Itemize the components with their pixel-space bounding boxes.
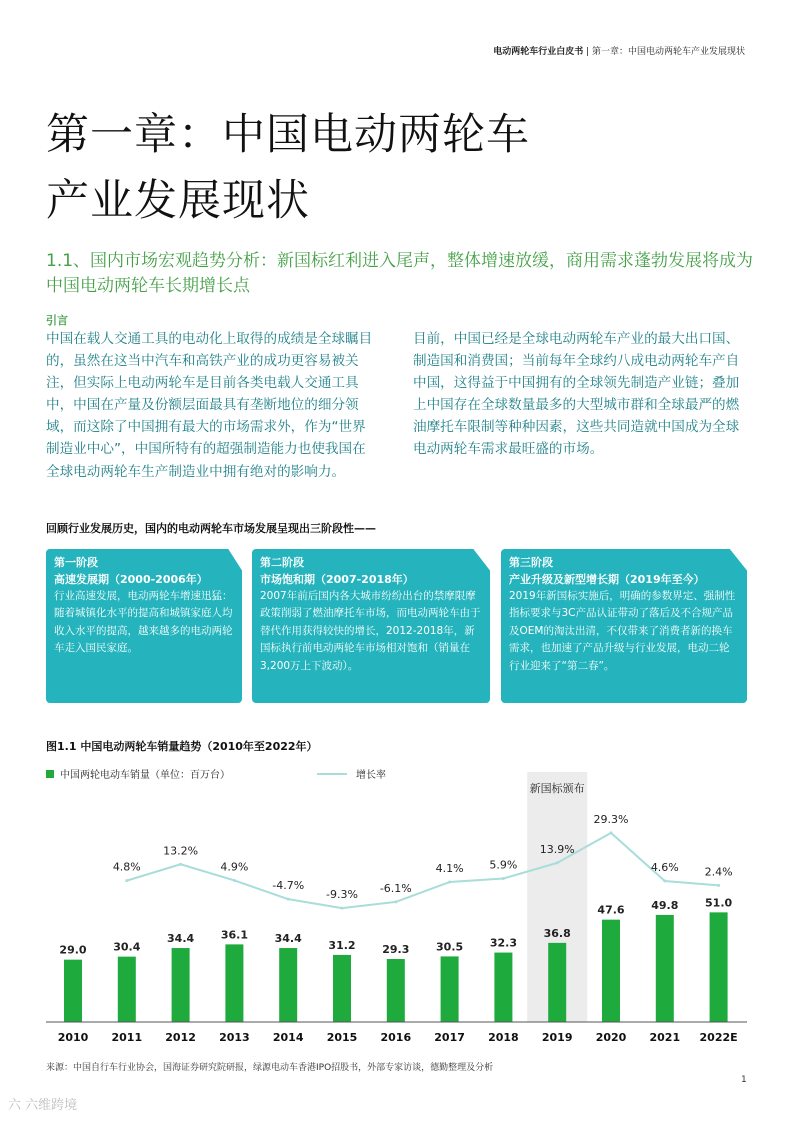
legend-line-label: 增长率 xyxy=(356,770,386,781)
stage-label: 第二阶段 xyxy=(260,556,304,569)
growth-rate-label: 13.2% xyxy=(163,844,199,858)
bar-2021 xyxy=(656,915,674,1022)
bar-value-label: 36.1 xyxy=(220,928,248,942)
bar-value-label: 32.3 xyxy=(489,936,517,950)
category-label: 2016 xyxy=(380,1031,412,1044)
growth-rate-point xyxy=(556,861,559,864)
stage-label: 第三阶段 xyxy=(509,556,553,569)
annotation-label: 新国标颁布 xyxy=(529,782,585,795)
growth-rate-label: 4.9% xyxy=(220,860,249,874)
watermark-text: 六 六维跨境 xyxy=(8,1098,78,1113)
stage-card-3 xyxy=(501,549,747,703)
growth-rate-point xyxy=(502,877,505,880)
intro-paragraph-left: 中国在载人交通工具的电动化上取得的成绩是全球瞩目的，虽然在这当中汽车和高铁产业的成功更容易被关注，但实际上电动两轮车是目前各类电载人交通工具中，中国在产量及份额层面最具有垄断地位的细分领域，而这除了中国拥有最大的市场需求外，作为“世界制造业中心”，中国所特有的超强制造能力也使我国在全球电动两轮车生产制造业中拥有绝对的影响力。 xyxy=(46,331,373,480)
category-label: 2012 xyxy=(165,1031,196,1044)
growth-rate-point xyxy=(394,900,397,903)
category-label: 2010 xyxy=(57,1031,89,1044)
stage-description: 2007年前后国内各大城市纷纷出台的禁摩限摩政策削弱了燃油摩托车市场，而电动两轮车由于替代作用获得较快的增长，2012-2018年，新国标执行前电动两轮车市场相对饱和（销量在3,200万上下波动）。 xyxy=(260,590,481,672)
category-label: 2019 xyxy=(541,1031,573,1044)
stage-period: 产业升级及新型增长期（2019年至今） xyxy=(509,573,705,586)
bar-value-label: 51.0 xyxy=(705,896,733,910)
bar-2017 xyxy=(441,956,459,1022)
stage-period: 高速发展期（2000-2006年） xyxy=(54,573,208,586)
legend-bar-label: 中国两轮电动车销量（单位：百万台） xyxy=(60,770,230,781)
chapter-title-line-1: 第一章：中国电动两轮车 xyxy=(46,110,530,160)
section-heading: 1.1、国内市场宏观趋势分析：新国标红利进入尾声，整体增速放缓，商用需求蓬勃发展将成为中国电动两轮车长期增长点 xyxy=(46,251,754,296)
growth-rate-point xyxy=(179,863,182,866)
bar-2013 xyxy=(225,944,243,1022)
stage-description: 行业高速发展，电动两轮车增速迅猛：随着城镇化水平的提高和城镇家庭人均收入水平的提高，越来越多的电动两轮车走入国民家庭。 xyxy=(54,590,233,655)
source-note: 来源：中国自行车行业协会，国海证券研究院研报，绿源电动车香港IPO招股书，外部专家访谈，德勤整理及分析 xyxy=(46,1063,494,1073)
header-chapter: | 第一章：中国电动两轮车产业发展现状 xyxy=(583,47,745,57)
bar-value-label: 36.8 xyxy=(543,926,571,940)
growth-rate-label: -6.1% xyxy=(379,881,412,895)
growth-rate-point xyxy=(610,831,613,834)
bar-2010 xyxy=(64,960,82,1022)
stage-card-content xyxy=(252,549,490,703)
growth-rate-label: -4.7% xyxy=(272,879,305,893)
legend-bar-swatch xyxy=(46,770,54,778)
bar-value-label: 30.4 xyxy=(113,940,141,954)
growth-rate-line xyxy=(127,833,719,908)
growth-rate-point xyxy=(287,898,290,901)
growth-rate-point xyxy=(448,881,451,884)
growth-rate-label: 4.8% xyxy=(112,860,141,874)
bar-value-label: 47.6 xyxy=(597,903,625,917)
page-number: 1 xyxy=(741,1075,747,1085)
stages-heading: 回顾行业发展历史，国内的电动两轮车市场发展呈现出三阶段性—— xyxy=(46,522,376,535)
growth-rate-label: 13.9% xyxy=(539,842,575,856)
growth-rate-point xyxy=(341,907,344,910)
bar-2019 xyxy=(548,943,566,1022)
stage-card-content xyxy=(46,549,242,703)
intro-paragraph-right: 目前，中国已经是全球电动两轮车产业的最大出口国、制造国和消费国；当前每年全球约八成电动两轮车产自中国，这得益于中国拥有的全球领先制造产业链；叠加上中国存在全球数量最多的大型城市群和全球最严的燃油摩托车限制等种种因素，这些共同造就中国成为全球电动两轮车需求最旺盛的市场。 xyxy=(413,331,740,458)
bar-value-label: 34.4 xyxy=(274,932,302,946)
bar-value-label: 34.4 xyxy=(167,932,195,946)
growth-rate-label: 4.6% xyxy=(650,861,679,875)
growth-rate-point xyxy=(233,879,236,882)
header-doc-title: 电动两轮车行业白皮书 xyxy=(493,47,584,57)
bar-value-label: 49.8 xyxy=(651,898,679,912)
category-label: 2020 xyxy=(595,1031,627,1044)
chapter-title-line-2: 产业发展现状 xyxy=(46,176,310,226)
category-label: 2013 xyxy=(219,1031,250,1044)
bar-2012 xyxy=(172,948,190,1022)
growth-rate-label: 29.3% xyxy=(593,812,629,826)
category-label: 2014 xyxy=(272,1031,304,1044)
stage-card-1 xyxy=(46,549,242,703)
category-label: 2021 xyxy=(649,1031,681,1044)
growth-rate-label: 2.4% xyxy=(704,865,733,879)
stage-card-content xyxy=(501,549,747,703)
bar-2022E xyxy=(710,912,728,1022)
growth-rate-point xyxy=(663,880,666,883)
bar-value-label: 31.2 xyxy=(328,938,356,952)
category-label: 2015 xyxy=(326,1031,358,1044)
stage-label: 第一阶段 xyxy=(54,556,98,569)
intro-label: 引言 xyxy=(46,314,68,327)
bar-2020 xyxy=(602,920,620,1022)
bar-2016 xyxy=(387,959,405,1022)
bar-2011 xyxy=(118,957,136,1022)
bar-2015 xyxy=(333,955,351,1022)
growth-rate-label: 5.9% xyxy=(489,858,518,872)
category-label: 2022E xyxy=(699,1031,738,1044)
bar-value-label: 30.5 xyxy=(436,940,464,954)
bar-value-label: 29.3 xyxy=(382,943,410,957)
bar-2018 xyxy=(494,953,512,1022)
sales-trend-chart xyxy=(0,760,793,1055)
growth-rate-point xyxy=(717,884,720,887)
growth-rate-label: -9.3% xyxy=(326,888,358,902)
stage-description: 2019年新国标实施后，明确的参数界定、强制性指标要求与3C产品认证带动了落后及不合规产品及OEM的淘汰出清，不仅带来了消费者新的换车需求，也加速了产品升级与行业发展，电动二轮行业迎来了“第二春”。 xyxy=(509,590,736,672)
watermark-logo xyxy=(8,1094,77,1113)
category-label: 2011 xyxy=(111,1031,143,1044)
figure-title: 图1.1 中国电动两轮车销量趋势（2010年至2022年） xyxy=(46,740,318,753)
category-label: 2017 xyxy=(434,1031,465,1044)
stage-period: 市场饱和期（2007-2018年） xyxy=(260,573,414,586)
running-header xyxy=(493,44,745,57)
growth-rate-point xyxy=(125,879,128,882)
growth-rate-label: 4.1% xyxy=(435,862,464,876)
stage-card-2 xyxy=(252,549,490,703)
bar-2014 xyxy=(279,948,297,1022)
category-label: 2018 xyxy=(488,1031,519,1044)
bar-value-label: 29.0 xyxy=(59,943,87,957)
